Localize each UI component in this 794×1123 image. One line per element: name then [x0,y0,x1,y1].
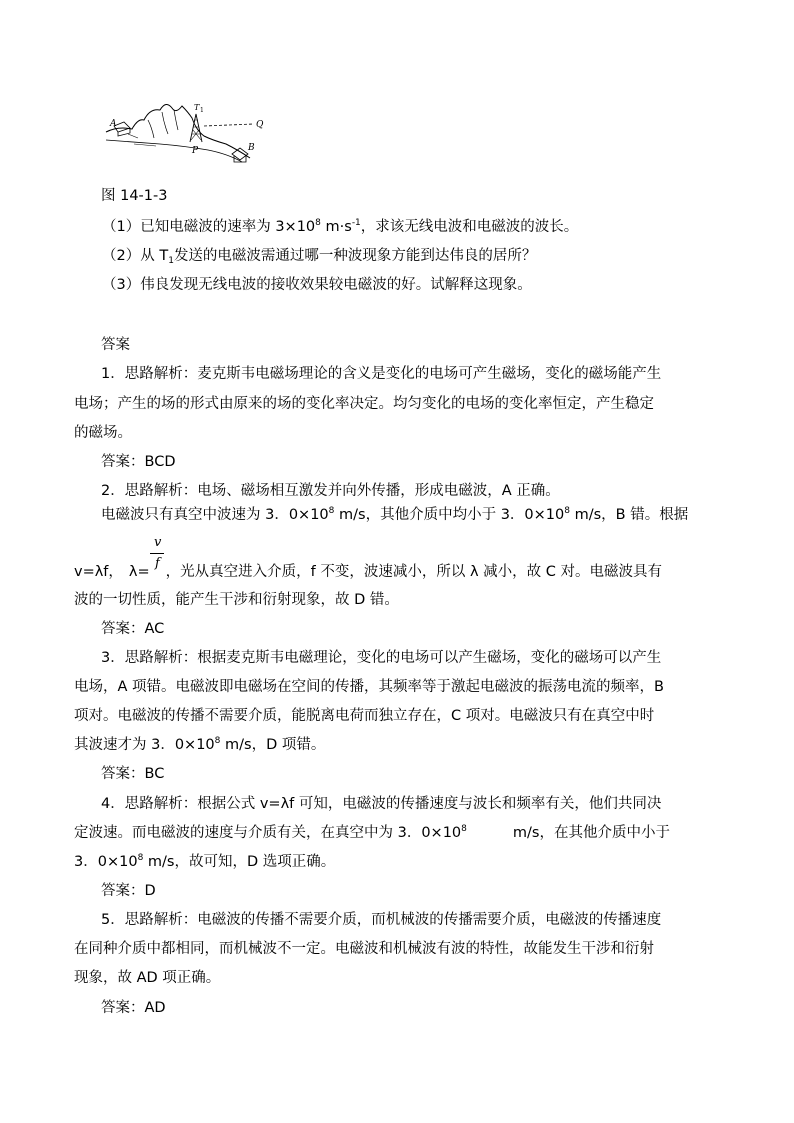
answer-5-line-3: 现象，故 AD 项正确。 [74,970,221,986]
answer-3-result: 答案：BC [101,766,165,782]
label-p: P [192,146,199,156]
answer-2-result: 答案：AC [101,621,165,637]
question-3: （3）伟良发现无线电波的接收效果较电磁波的好。试解释这现象。 [102,277,532,293]
label-t-sub: 1 [200,107,204,114]
fraction-denominator: f [155,556,160,571]
label-t: T [194,103,200,112]
answer-3-line-4: 其波速才为 3．$0\times 10^8$ m/s，D 项错。 [74,736,326,753]
answer-1-result: 答案：BCD [101,454,176,470]
answers-heading: 答案 [101,337,130,353]
fraction-numerator: v [154,535,162,550]
answer-4-line-1: 4．思路解析：根据公式 v=λf 可知，电磁波的传播速度与波长和频率有关，他们共同决 [101,796,662,812]
label-q: Q [256,120,264,130]
answer-3-line-3: 项对。电磁波的传播不需要介质，能脱离电荷而独立存在，C 项对。电磁波只有在真空中时 [74,708,655,724]
answer-1-line-2: 电场；产生的场的形式由原来的场的变化率决定。均匀变化的电场的变化率恒定，产生稳定 [74,396,654,412]
answer-2-line-2: 电磁波只有真空中波速为 3．$0\times 10^8$ m/s，其他介质中均小于 3．$0\times 10^8$ m/s，B 错。根据 [101,506,689,523]
answer-2-line-1: 2．思路解析：电场、磁场相互激发并向外传播，形成电磁波，A 正确。 [101,483,560,499]
answer-3-line-1: 3．思路解析：根据麦克斯韦电磁理论，变化的电场可以产生磁场，变化的磁场可以产生 [101,650,662,666]
mountain-tower-figure [104,100,286,170]
answer-2-line-3: v=λf， λ= ，光从真空进入介质，f 不变，波速减小，所以 λ 减小，故 C 对。电磁波具有 [74,564,663,580]
question-1: （1）已知电磁波的速率为 $3\times 10^8$ $m\cdot s^{-1}$，求该无线电波和电磁波的波长。 [102,218,579,235]
answer-5-line-1: 5．思路解析：电磁波的传播不需要介质，而机械波的传播需要介质，电磁波的传播速度 [101,912,662,928]
answer-3-line-2: 电场，A 项错。电磁波即电磁场在空间的传播，其频率等于激起电磁波的振荡电流的频率，B [74,679,664,695]
label-a: A [110,119,117,129]
figure-caption: 图 14-1-3 [101,188,168,204]
answer-4-line-2: 定波速。而电磁波的速度与介质有关，在真空中为 3．$0\times 10^8$ m/s，在其他介质中小于 [74,824,670,841]
answer-4-line-3: 3．$0\times 10^8$ m/s，故可知，D 选项正确。 [74,853,336,870]
answer-2-line-4: 波的一切性质，能产生干涉和衍射现象，故 D 错。 [74,592,399,608]
question-2: （2）从 $T_1$发送的电磁波需通过哪一种波现象方能到达伟良的居所？ [102,248,537,266]
answer-5-result: 答案：AD [101,1000,166,1016]
label-b: B [248,143,255,153]
answer-1-line-1: 1．思路解析：麦克斯韦电磁场理论的含义是变化的电场可产生磁场，变化的磁场能产生 [101,366,662,382]
answer-4-result: 答案：D [101,883,156,899]
answer-1-line-3: 的磁场。 [74,425,132,441]
answer-5-line-2: 在同种介质中都相同，而机械波不一定。电磁波和机械波有波的特性，故能发生干涉和衍射 [74,941,654,957]
fraction-bar [150,553,164,554]
